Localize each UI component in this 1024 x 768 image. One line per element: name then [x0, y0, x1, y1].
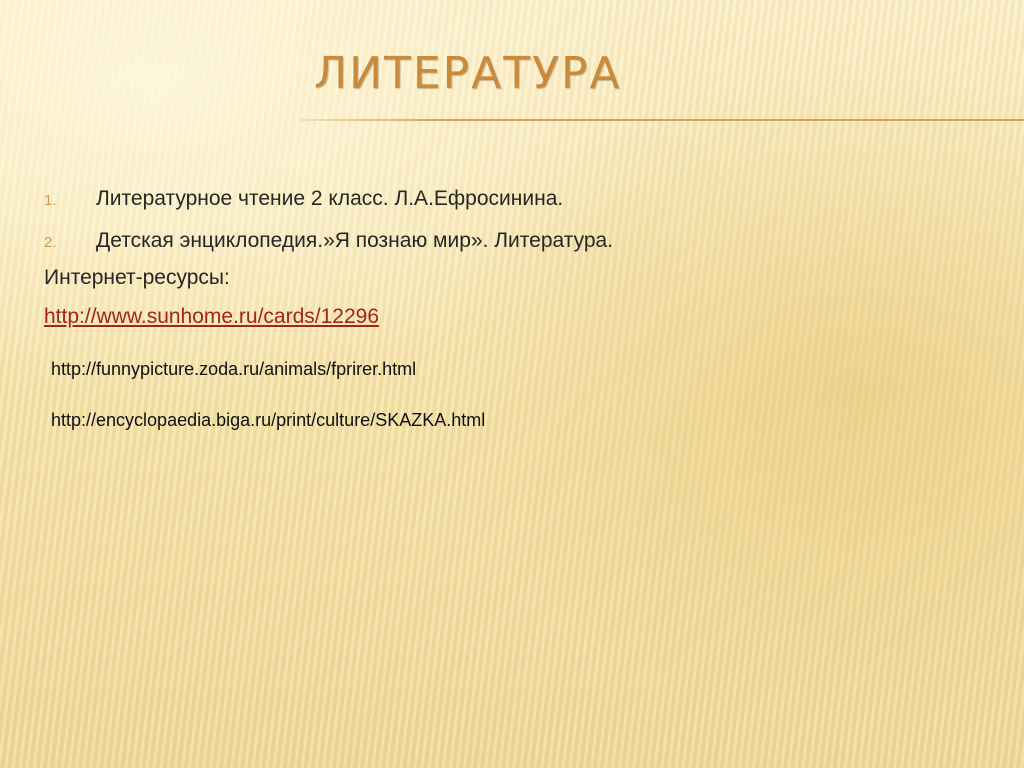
- title-divider: [300, 119, 1024, 121]
- literature-text: Литературное чтение 2 класс. Л.А.Ефросинина.: [96, 187, 564, 210]
- sunhome-link[interactable]: http://www.sunhome.ru/cards/12296: [44, 305, 380, 328]
- internet-resources-label: Интернет-ресурсы:: [44, 266, 230, 289]
- list-number: 1.: [44, 192, 57, 209]
- literature-text: Детская энциклопедия.»Я познаю мир». Литература.: [96, 229, 614, 252]
- literature-item: [44, 178, 613, 220]
- slide-title: ЛИТЕРАТУРА: [314, 48, 622, 99]
- literature-item: [44, 220, 613, 262]
- encyclopaedia-link[interactable]: http://encyclopaedia.biga.ru/print/culture/SKAZKA.html: [51, 410, 486, 430]
- list-number: 2.: [44, 234, 57, 251]
- funnypicture-link[interactable]: http://funnypicture.zoda.ru/animals/fprirer.html: [51, 359, 417, 379]
- literature-list: [44, 178, 613, 262]
